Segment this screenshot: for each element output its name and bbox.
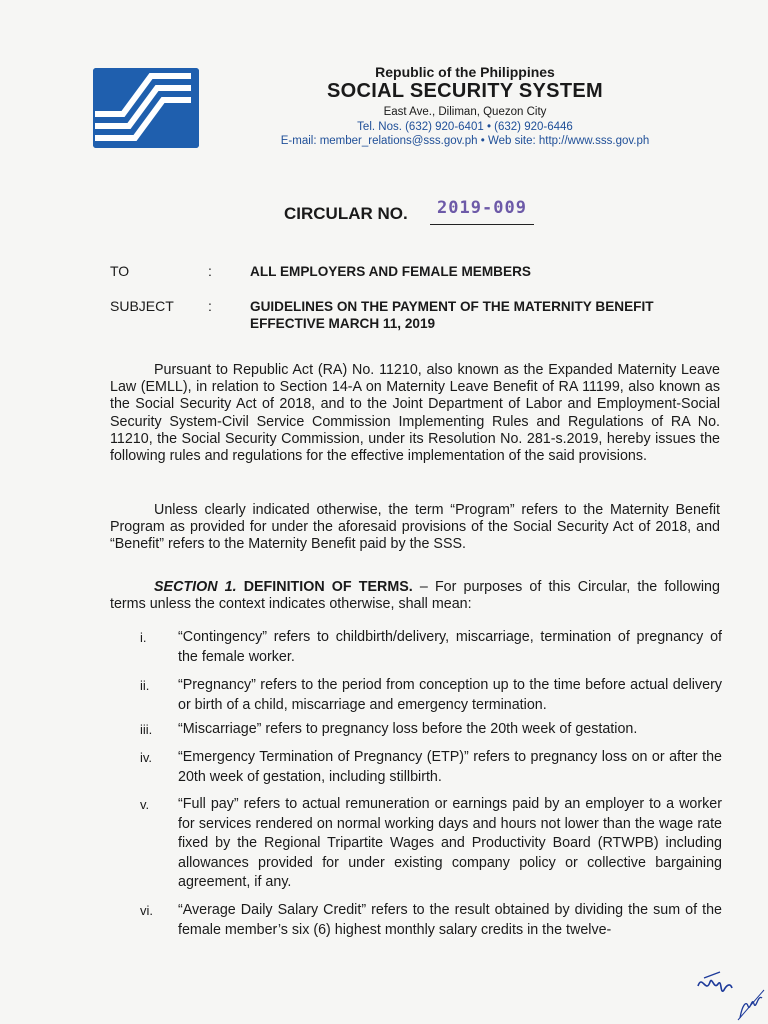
section-1-label: SECTION 1. xyxy=(154,579,237,595)
header-agency-name: SOCIAL SECURITY SYSTEM xyxy=(327,80,603,102)
section-1-text: – For purposes of this Circular, the following terms unless the context indicates otherwise, shall mean: xyxy=(110,579,720,613)
to-label: TO xyxy=(110,263,130,279)
sss-logo-icon xyxy=(93,68,199,148)
subject-label: SUBJECT xyxy=(110,298,174,314)
definition-paragraph xyxy=(110,502,720,554)
definition-number: iii. xyxy=(140,722,153,737)
header-republic: Republic of the Philippines xyxy=(375,64,555,80)
subject-colon: : xyxy=(208,298,212,314)
to-value: ALL EMPLOYERS AND FEMALE MEMBERS xyxy=(250,264,531,279)
definition-paragraph-text: Unless clearly indicated otherwise, the term “Program” refers to the Maternity Benefit Program as provided for under the aforesaid provisions of the Social Security Act of 2018, and “Benefit” refers to the Maternity Benefit paid by the SSS. xyxy=(110,502,720,553)
definition-text: “Full pay” refers to actual remuneration or earnings paid by an employer to a worker for services rendered on normal working days and hours not lower than the wage rate fixed by the Regional Tripartite Wages and Productivity Board (RTWPB) including allowances provided for under existing company policy or collective bargaining agreement, if any. xyxy=(178,796,722,890)
definition-text: “Contingency” refers to childbirth/delivery, miscarriage, termination of pregnancy of the female worker. xyxy=(178,629,722,665)
section-1-paragraph xyxy=(110,579,720,613)
definition-text: “Pregnancy” refers to the period from conception up to the time before actual delivery or birth of a child, miscarriage and emergency termination. xyxy=(178,677,722,713)
header-address: East Ave., Diliman, Quezon City xyxy=(383,106,547,118)
definition-number: ii. xyxy=(140,678,150,693)
definition-text: “Average Daily Salary Credit” refers to the result obtained by dividing the sum of the female member’s six (6) highest monthly salary credits in the twelve- xyxy=(178,902,722,938)
definition-number: i. xyxy=(140,630,147,645)
sss-logo xyxy=(93,68,199,148)
header-email-website: E-mail: member_relations@sss.gov.ph • Web site: http://www.sss.gov.ph xyxy=(280,135,650,147)
definition-text: “Emergency Termination of Pregnancy (ETP)” refers to pregnancy loss on or after the 20th week of gestation, including stillbirth. xyxy=(178,749,722,785)
circular-number-stamp: 2019-009 xyxy=(430,198,534,225)
handwritten-initials xyxy=(690,960,768,1024)
intro-paragraph xyxy=(110,362,720,465)
circular-label: CIRCULAR NO. xyxy=(284,204,408,223)
to-colon: : xyxy=(208,263,212,279)
subject-value: GUIDELINES ON THE PAYMENT OF THE MATERNITY BENEFIT EFFECTIVE MARCH 11, 2019 xyxy=(250,299,654,331)
definition-number: vi. xyxy=(140,903,153,918)
header-telephone: Tel. Nos. (632) 920-6401 • (632) 920-6446 xyxy=(357,121,573,133)
definition-text: “Miscarriage” refers to pregnancy loss before the 20th week of gestation. xyxy=(178,721,638,737)
intro-paragraph-text: Pursuant to Republic Act (RA) No. 11210, also known as the Expanded Maternity Leave Law (EMLL), in relation to Section 14-A on Maternity Leave Benefit of RA 11199, also known as the Social Security Act of 2018, and to the Joint Department of Labor and Employment-Social Security System-Civil Service Commission Implementing Rules and Regulations of RA No. 11210, the Social Security Commission, under its Resolution No. 281-s.2019, hereby issues the following rules and regulations for the effective implementation of the said provisions. xyxy=(110,362,720,465)
definition-number: iv. xyxy=(140,750,153,765)
definition-number: v. xyxy=(140,797,150,812)
section-1-heading: DEFINITION OF TERMS. xyxy=(243,579,413,595)
